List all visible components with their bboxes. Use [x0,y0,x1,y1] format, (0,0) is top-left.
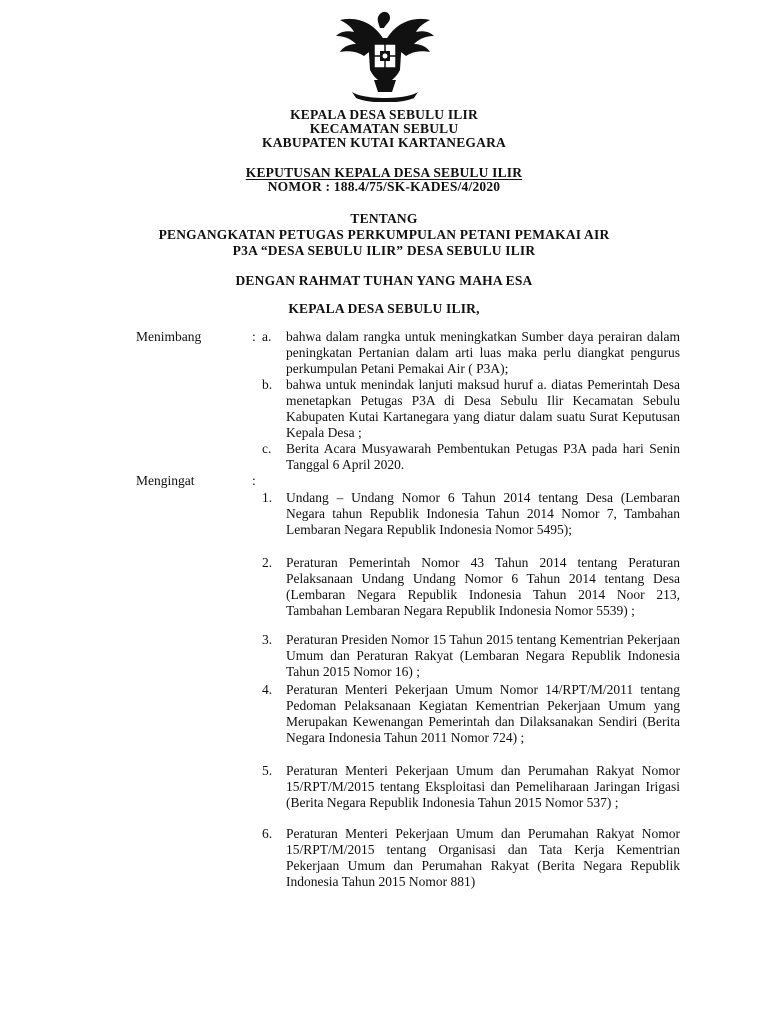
item-marker: a. [262,329,272,344]
item-marker: 4. [262,682,273,697]
mengingat-item [252,490,680,538]
item-text: Undang – Undang Nomor 6 Tahun 2014 tentang Desa (Lembaran Negara tahun Republik Indonesia Tahun 2014 Nomor 7, Tambahan Lembaran Negara Republik Indonesia Nomor 5495); [286,490,680,537]
menimbang-label: Menimbang [136,329,202,344]
subject-line: P3A “DESA SEBULU ILIR” DESA SEBULU ILIR [232,243,536,258]
mengingat-colon: : [252,473,256,488]
item-marker: c. [262,441,272,456]
menimbang-item [252,329,680,377]
item-text: Peraturan Pemerintah Nomor 43 Tahun 2014 tentang Peraturan Pelaksanaan Undang Undang Nomor 6 Tahun 2014 tentang Desa (Lembaran Negara Republik Indonesia Tahun 2014 Noor 213, Tambahan Lembaran Negara Republik Indonesia Nomor 5539) ; [286,555,680,618]
item-marker: 6. [262,826,273,841]
item-text: Peraturan Menteri Pekerjaan Umum dan Perumahan Rakyat Nomor 15/RPT/M/2015 tentang Eksploitasi dan Pemeliharaan Jaringan Irigasi (Berita Negara Republik Indonesia Tahun 2015 Nomor 537) ; [286,763,680,810]
menimbang-colon: : [252,329,256,344]
mengingat-item [252,632,680,680]
subject-block [0,212,768,260]
mengingat-item [252,826,680,890]
subject-line: PENGANGKATAN PETUGAS PERKUMPULAN PETANI PEMAKAI AIR [158,227,610,242]
item-marker: b. [262,377,273,392]
authority-line: KEPALA DESA SEBULU ILIR, [288,301,480,316]
decree-title: KEPUTUSAN KEPALA DESA SEBULU ILIR [245,165,523,180]
item-marker: 1. [262,490,273,505]
mengingat-item [252,555,680,619]
item-marker: 5. [262,763,273,778]
mengingat-item [252,763,680,811]
menimbang-item [252,377,680,441]
decree-title-block [0,166,768,194]
item-marker: 2. [262,555,273,570]
issuer-line: KEPALA DESA SEBULU ILIR [290,107,478,122]
invocation: DENGAN RAHMAT TUHAN YANG MAHA ESA [235,273,533,288]
issuer-line: KECAMATAN SEBULU [309,121,459,136]
item-text: Peraturan Menteri Pekerjaan Umum dan Perumahan Rakyat Nomor 15/RPT/M/2015 tentang Organisasi dan Tata Kerja Kementrian Pekerjaan Umum dan Perumahan Rakyat (Berita Negara Republik Indonesia Tahun 2015 Nomor 881) [286,826,680,889]
decree-number: NOMOR : 188.4/75/SK-KADES/4/2020 [267,179,501,194]
garuda-emblem-icon [334,10,436,102]
issuer-block [0,108,768,150]
item-text: bahwa dalam rangka untuk meningkatkan Sumber daya perairan dalam peningkatan Pertanian dalam arti luas maka perlu diangkat pengurus perkumpulan Petani Pemakai Air ( P3A); [286,329,680,376]
item-text: bahwa untuk menindak lanjuti maksud huruf a. diatas Pemerintah Desa menetapkan Petugas P3A di Desa Sebulu Ilir Kecamatan Sebulu Kabupaten Kutai Kartanegara yang diatur dalam suatu Surat Keputusan Kepala Desa ; [286,377,680,440]
item-marker: 3. [262,632,273,647]
tentang-heading: TENTANG [350,211,418,226]
item-text: Peraturan Menteri Pekerjaan Umum Nomor 14/RPT/M/2011 tentang Pedoman Pelaksanaan Kegiatan Kementrian Pekerjaan Umum yang Merupakan Kewenangan Pemerintah dan Dilaksanakan Sendiri (Berita Negara Indonesia Tahun 2011 Nomor 724) ; [286,682,680,745]
menimbang-item [252,441,680,473]
mengingat-item [252,682,680,746]
item-text: Peraturan Presiden Nomor 15 Tahun 2015 tentang Kementrian Pekerjaan Umum dan Peraturan Rakyat (Lembaran Negara Republik Indonesia Tahun 2015 Nomor 16) ; [286,632,680,679]
item-text: Berita Acara Musyawarah Pembentukan Petugas P3A pada hari Senin Tanggal 6 April 2020. [286,441,680,472]
mengingat-label: Mengingat [136,473,195,488]
issuer-line: KABUPATEN KUTAI KARTANEGARA [262,135,506,150]
